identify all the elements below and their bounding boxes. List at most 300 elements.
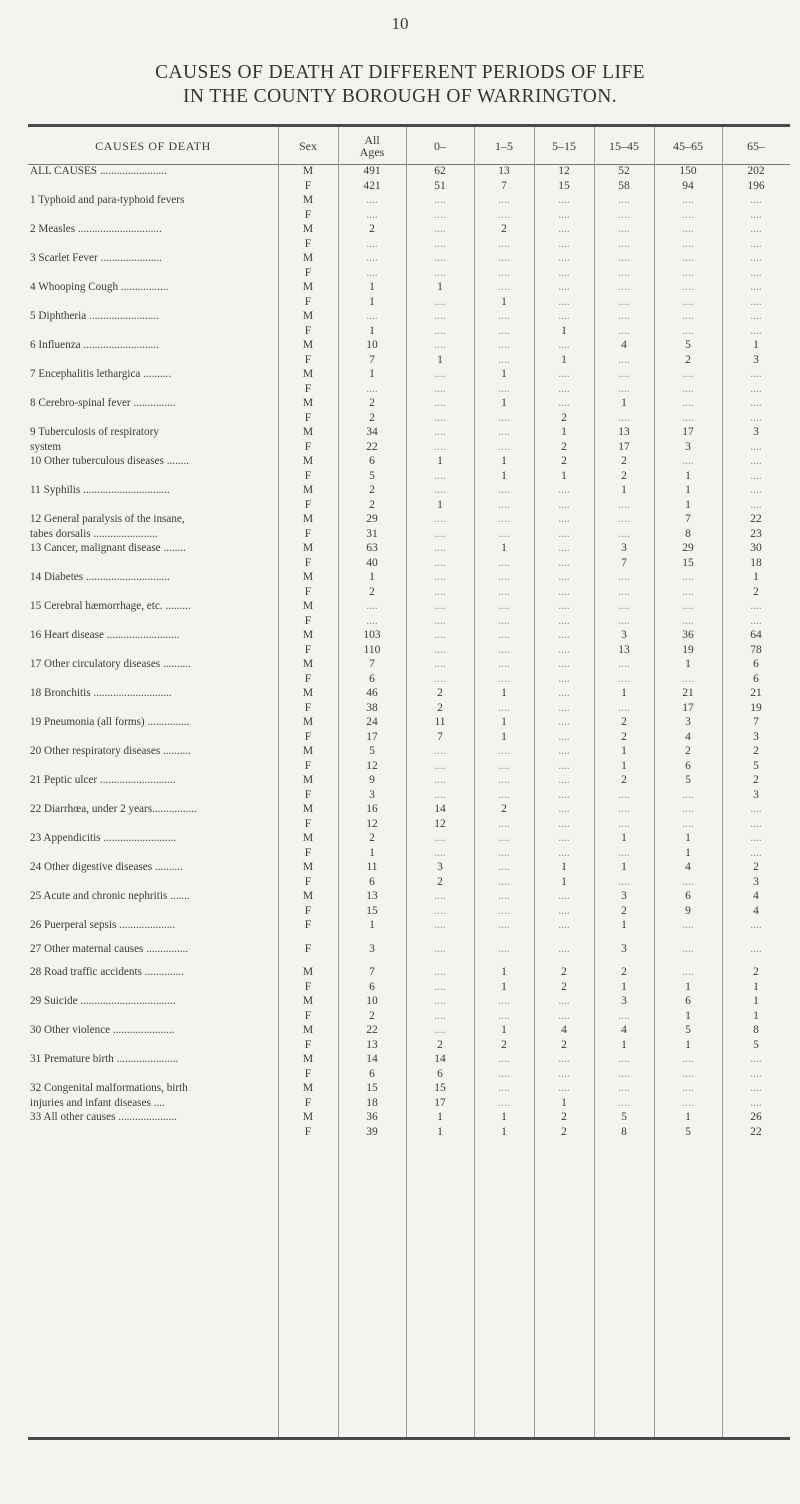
age-15-45-cell: .... <box>618 803 630 816</box>
table-row <box>28 599 790 614</box>
sex-cell: M <box>302 600 314 613</box>
table-row <box>28 396 790 411</box>
age-0-cell: .... <box>434 571 446 584</box>
age-65-cell: 22 <box>750 1125 762 1138</box>
cause-label: 13 Cancer, malignant disease ........ <box>30 542 186 555</box>
age-15-45-cell: 1 <box>621 397 627 410</box>
age-65-cell: 19 <box>750 701 762 714</box>
cause-label <box>28 1009 278 1024</box>
age-5-15-cell: .... <box>558 643 570 656</box>
age-1-5-cell: .... <box>498 382 510 395</box>
age-5-15-cell: .... <box>558 730 570 743</box>
cause-label: 20 Other respiratory diseases .......... <box>30 745 191 758</box>
table-row <box>28 715 790 730</box>
age-15-45-cell: .... <box>618 498 630 511</box>
age-0-cell: .... <box>434 469 446 482</box>
sex-cell: M <box>302 223 314 236</box>
age-15-45-cell: 17 <box>618 440 630 453</box>
all-ages-cell: .... <box>366 382 378 395</box>
header-all-ages: All Ages <box>359 133 385 159</box>
age-1-5-cell: .... <box>498 1082 510 1095</box>
age-0-cell: .... <box>434 411 446 424</box>
age-65-cell: .... <box>750 368 762 381</box>
age-0-cell: 2 <box>437 687 443 700</box>
cause-label <box>28 498 278 513</box>
cause-label <box>28 1067 278 1082</box>
age-45-65-cell: 6 <box>685 995 691 1008</box>
age-5-15-cell: .... <box>558 774 570 787</box>
age-15-45-cell: 1 <box>621 980 627 993</box>
age-65-cell: 2 <box>753 745 759 758</box>
sex-cell: F <box>304 1009 312 1022</box>
table-body <box>28 164 790 1139</box>
table-row <box>28 164 790 179</box>
sex-cell: F <box>304 237 312 250</box>
age-5-15-cell: 1 <box>561 353 567 366</box>
all-ages-cell: 22 <box>366 1024 378 1037</box>
sex-cell: F <box>304 980 312 993</box>
cause-label <box>28 295 278 310</box>
age-0-cell: 15 <box>434 1082 446 1095</box>
age-5-15-cell: .... <box>558 759 570 772</box>
cause-label: 15 Cerebral hæmorrhage, etc. ......... <box>30 600 191 613</box>
age-15-45-cell: .... <box>618 208 630 221</box>
sex-cell: M <box>302 426 314 439</box>
age-15-45-cell: 3 <box>621 995 627 1008</box>
age-1-5-cell: .... <box>498 614 510 627</box>
age-15-45-cell: 1 <box>621 919 627 932</box>
age-15-45-cell: 1 <box>621 745 627 758</box>
age-15-45-cell: .... <box>618 513 630 526</box>
age-45-65-cell: 17 <box>682 701 694 714</box>
age-1-5-cell: .... <box>498 817 510 830</box>
sex-cell: M <box>302 310 314 323</box>
cause-label <box>28 759 278 774</box>
cause-label: 6 Influenza ........................... <box>30 339 159 352</box>
age-65-cell: 5 <box>753 759 759 772</box>
sex-cell: F <box>304 411 312 424</box>
age-1-5-cell: 2 <box>501 223 507 236</box>
age-5-15-cell: 2 <box>561 440 567 453</box>
age-65-cell: .... <box>750 324 762 337</box>
age-15-45-cell: .... <box>618 223 630 236</box>
age-0-cell: .... <box>434 339 446 352</box>
age-1-5-cell: .... <box>498 411 510 424</box>
age-0-cell: .... <box>434 745 446 758</box>
age-15-45-cell: .... <box>618 672 630 685</box>
all-ages-cell: 2 <box>369 832 375 845</box>
age-15-45-cell: .... <box>618 585 630 598</box>
age-5-15-cell: .... <box>558 266 570 279</box>
cause-label: 8 Cerebro-spinal fever ............... <box>30 397 176 410</box>
age-0-cell: 2 <box>437 701 443 714</box>
age-15-45-cell: .... <box>618 281 630 294</box>
all-ages-cell: 6 <box>369 875 375 888</box>
all-ages-cell: 15 <box>366 1082 378 1095</box>
age-15-45-cell: 4 <box>621 1024 627 1037</box>
age-1-5-cell: .... <box>498 832 510 845</box>
age-1-5-cell: .... <box>498 266 510 279</box>
cause-label: 28 Road traffic accidents .............. <box>30 966 184 979</box>
age-45-65-cell: .... <box>682 966 694 979</box>
age-5-15-cell: 1 <box>561 324 567 337</box>
table-row <box>28 324 790 339</box>
age-65-cell: 7 <box>753 716 759 729</box>
age-1-5-cell: .... <box>498 846 510 859</box>
sex-cell: M <box>302 995 314 1008</box>
age-0-cell: .... <box>434 995 446 1008</box>
age-1-5-cell: 1 <box>501 687 507 700</box>
cause-label <box>28 788 278 803</box>
age-15-45-cell: .... <box>618 324 630 337</box>
sex-cell: F <box>304 730 312 743</box>
table-row <box>28 773 790 788</box>
age-5-15-cell: .... <box>558 542 570 555</box>
age-5-15-cell: .... <box>558 571 570 584</box>
header-sex: Sex <box>299 139 317 153</box>
page-title: CAUSES OF DEATH AT DIFFERENT PERIODS OF LIFE <box>155 62 645 83</box>
age-0-cell: 17 <box>434 1096 446 1109</box>
cause-label <box>28 730 278 745</box>
age-0-cell: .... <box>434 223 446 236</box>
sex-cell: M <box>302 774 314 787</box>
age-5-15-cell: 1 <box>561 1096 567 1109</box>
age-5-15-cell: .... <box>558 890 570 903</box>
table-row <box>28 469 790 484</box>
age-15-45-cell: .... <box>618 658 630 671</box>
cause-label: tabes dorsalis ....................... <box>30 527 158 540</box>
age-1-5-cell: .... <box>498 194 510 207</box>
table-row <box>28 193 790 208</box>
age-5-15-cell: .... <box>558 629 570 642</box>
age-1-5-cell: .... <box>498 324 510 337</box>
age-45-65-cell: .... <box>682 585 694 598</box>
age-65-cell: .... <box>750 237 762 250</box>
age-15-45-cell: .... <box>618 411 630 424</box>
age-65-cell: 4 <box>753 904 759 917</box>
age-0-cell: .... <box>434 966 446 979</box>
age-5-15-cell: 2 <box>561 980 567 993</box>
age-15-45-cell: 1 <box>621 484 627 497</box>
age-65-cell: 2 <box>753 774 759 787</box>
table-row <box>28 994 790 1009</box>
age-5-15-cell: .... <box>558 832 570 845</box>
age-0-cell: 2 <box>437 875 443 888</box>
age-65-cell: 18 <box>750 556 762 569</box>
all-ages-cell: 1 <box>369 324 375 337</box>
table-row <box>28 1009 790 1024</box>
sex-cell: M <box>302 745 314 758</box>
age-0-cell: 1 <box>437 1111 443 1124</box>
all-ages-cell: .... <box>366 310 378 323</box>
cause-label <box>28 701 278 716</box>
age-45-65-cell: 1 <box>685 498 691 511</box>
row-spacer <box>28 956 790 965</box>
table-row <box>28 512 790 527</box>
age-5-15-cell: .... <box>558 295 570 308</box>
age-5-15-cell: .... <box>558 600 570 613</box>
cause-label <box>28 556 278 571</box>
all-ages-cell: 39 <box>366 1125 378 1138</box>
sex-cell: F <box>304 919 312 932</box>
table-row <box>28 1125 790 1140</box>
age-45-65-cell: 15 <box>682 556 694 569</box>
all-ages-cell: 110 <box>363 643 381 656</box>
age-45-65-cell: 3 <box>685 440 691 453</box>
table-row <box>28 1023 790 1038</box>
age-15-45-cell: .... <box>618 614 630 627</box>
age-65-cell: .... <box>750 600 762 613</box>
cause-label: 4 Whooping Cough ................. <box>30 281 169 294</box>
age-15-45-cell: 2 <box>621 966 627 979</box>
cause-label <box>28 904 278 919</box>
age-5-15-cell: 2 <box>561 1111 567 1124</box>
cause-label <box>28 208 278 223</box>
sex-cell: M <box>302 832 314 845</box>
age-5-15-cell: .... <box>558 1067 570 1080</box>
all-ages-cell: .... <box>366 194 378 207</box>
table-row <box>28 889 790 904</box>
age-45-65-cell: .... <box>682 252 694 265</box>
age-1-5-cell: .... <box>498 643 510 656</box>
all-ages-cell: 2 <box>369 585 375 598</box>
age-0-cell: .... <box>434 788 446 801</box>
age-15-45-cell: .... <box>618 1096 630 1109</box>
cause-label: 12 General paralysis of the insane, <box>30 513 185 526</box>
sex-cell: M <box>302 629 314 642</box>
age-45-65-cell: 9 <box>685 904 691 917</box>
age-15-45-cell: 1 <box>621 832 627 845</box>
sex-cell: M <box>302 571 314 584</box>
age-1-5-cell: 1 <box>501 716 507 729</box>
age-65-cell: 23 <box>750 527 762 540</box>
age-5-15-cell: .... <box>558 223 570 236</box>
age-45-65-cell: 5 <box>685 774 691 787</box>
age-45-65-cell: .... <box>682 368 694 381</box>
age-15-45-cell: .... <box>618 237 630 250</box>
all-ages-cell: 10 <box>366 339 378 352</box>
cause-label: 26 Puerperal sepsis .................... <box>30 919 176 932</box>
table-top-rule <box>28 124 790 127</box>
age-1-5-cell: 2 <box>501 803 507 816</box>
table-row <box>28 980 790 995</box>
age-65-cell: 1 <box>753 339 759 352</box>
age-1-5-cell: .... <box>498 629 510 642</box>
age-0-cell: .... <box>434 440 446 453</box>
age-45-65-cell: .... <box>682 875 694 888</box>
age-45-65-cell: 1 <box>685 832 691 845</box>
table-row <box>28 208 790 223</box>
sex-cell: F <box>304 672 312 685</box>
age-45-65-cell: 1 <box>685 658 691 671</box>
age-15-45-cell: 8 <box>621 1125 627 1138</box>
age-45-65-cell: 2 <box>685 745 691 758</box>
age-65-cell: .... <box>750 832 762 845</box>
age-45-65-cell: .... <box>682 1067 694 1080</box>
table-bottom-rule <box>28 1437 790 1440</box>
age-5-15-cell: .... <box>558 904 570 917</box>
age-45-65-cell: .... <box>682 788 694 801</box>
age-15-45-cell: 3 <box>621 542 627 555</box>
table-row <box>28 179 790 194</box>
age-45-65-cell: 3 <box>685 716 691 729</box>
table-row <box>28 1081 790 1096</box>
age-0-cell: .... <box>434 1024 446 1037</box>
age-65-cell: .... <box>750 252 762 265</box>
sex-cell: M <box>302 1053 314 1066</box>
sex-cell: F <box>304 1096 312 1109</box>
age-0-cell: 51 <box>434 179 446 192</box>
age-1-5-cell: .... <box>498 942 510 955</box>
cause-label: 11 Syphilis ............................... <box>30 484 170 497</box>
age-65-cell: .... <box>750 942 762 955</box>
age-1-5-cell: 1 <box>501 1111 507 1124</box>
age-5-15-cell: .... <box>558 817 570 830</box>
header-age-5-15: 5–15 <box>552 139 576 153</box>
cause-label: 21 Peptic ulcer ........................... <box>30 774 176 787</box>
age-65-cell: .... <box>750 223 762 236</box>
age-5-15-cell: .... <box>558 513 570 526</box>
cause-label: 33 All other causes ..................... <box>30 1111 177 1124</box>
sex-cell: M <box>302 281 314 294</box>
age-15-45-cell: .... <box>618 1053 630 1066</box>
age-5-15-cell: .... <box>558 1053 570 1066</box>
all-ages-cell: 13 <box>366 1038 378 1051</box>
cause-label <box>28 411 278 426</box>
all-ages-cell: .... <box>366 266 378 279</box>
all-ages-cell: 15 <box>366 904 378 917</box>
sex-cell: F <box>304 817 312 830</box>
age-1-5-cell: .... <box>498 759 510 772</box>
sex-cell: M <box>302 484 314 497</box>
age-45-65-cell: .... <box>682 411 694 424</box>
age-15-45-cell: 2 <box>621 774 627 787</box>
age-65-cell: .... <box>750 1067 762 1080</box>
age-5-15-cell: .... <box>558 397 570 410</box>
age-0-cell: 11 <box>434 716 446 729</box>
cause-label: 7 Encephalitis lethargica .......... <box>30 368 172 381</box>
age-0-cell: 3 <box>437 861 443 874</box>
sex-cell: F <box>304 788 312 801</box>
age-0-cell: 1 <box>437 1125 443 1138</box>
all-ages-cell: 1 <box>369 368 375 381</box>
age-1-5-cell: .... <box>498 1096 510 1109</box>
table-row <box>28 918 790 933</box>
age-45-65-cell: .... <box>682 1096 694 1109</box>
age-0-cell: .... <box>434 672 446 685</box>
header-age-0: 0– <box>434 139 446 153</box>
age-15-45-cell: .... <box>618 701 630 714</box>
age-65-cell: 4 <box>753 890 759 903</box>
sex-cell: F <box>304 942 312 955</box>
age-5-15-cell: .... <box>558 194 570 207</box>
sex-cell: M <box>302 368 314 381</box>
age-45-65-cell: .... <box>682 1082 694 1095</box>
all-ages-cell: 5 <box>369 745 375 758</box>
age-45-65-cell: 8 <box>685 527 691 540</box>
age-5-15-cell: 1 <box>561 861 567 874</box>
table-row <box>28 672 790 687</box>
age-5-15-cell: 1 <box>561 875 567 888</box>
table-row <box>28 846 790 861</box>
age-0-cell: .... <box>434 295 446 308</box>
cause-label <box>28 672 278 687</box>
age-1-5-cell: .... <box>498 281 510 294</box>
all-ages-cell: 5 <box>369 469 375 482</box>
age-65-cell: 64 <box>750 629 762 642</box>
sex-cell: F <box>304 498 312 511</box>
age-15-45-cell: .... <box>618 252 630 265</box>
age-15-45-cell: 1 <box>621 687 627 700</box>
age-1-5-cell: .... <box>498 600 510 613</box>
age-5-15-cell: .... <box>558 527 570 540</box>
all-ages-cell: 103 <box>363 629 381 642</box>
age-1-5-cell: 1 <box>501 295 507 308</box>
age-65-cell: 30 <box>750 542 762 555</box>
age-45-65-cell: .... <box>682 455 694 468</box>
age-0-cell: .... <box>434 382 446 395</box>
age-1-5-cell: .... <box>498 237 510 250</box>
all-ages-cell: .... <box>366 600 378 613</box>
age-5-15-cell: 2 <box>561 455 567 468</box>
age-1-5-cell: .... <box>498 440 510 453</box>
age-15-45-cell: 7 <box>621 556 627 569</box>
age-65-cell: .... <box>750 310 762 323</box>
age-1-5-cell: .... <box>498 658 510 671</box>
sex-cell: M <box>302 542 314 555</box>
age-15-45-cell: .... <box>618 310 630 323</box>
age-5-15-cell: .... <box>558 281 570 294</box>
all-ages-cell: .... <box>366 252 378 265</box>
age-65-cell: 6 <box>753 658 759 671</box>
table-row <box>28 251 790 266</box>
sex-cell: F <box>304 556 312 569</box>
all-ages-cell: 491 <box>363 165 381 178</box>
cause-label <box>28 817 278 832</box>
all-ages-cell: 12 <box>366 817 378 830</box>
sex-cell: F <box>304 643 312 656</box>
age-0-cell: .... <box>434 266 446 279</box>
cause-label: 19 Pneumonia (all forms) ............... <box>30 716 190 729</box>
age-1-5-cell: 1 <box>501 730 507 743</box>
all-ages-cell: 7 <box>369 353 375 366</box>
age-0-cell: .... <box>434 194 446 207</box>
age-65-cell: 1 <box>753 995 759 1008</box>
table-row <box>28 817 790 832</box>
cause-label <box>28 237 278 252</box>
all-ages-cell: 421 <box>363 179 381 192</box>
age-0-cell: .... <box>434 237 446 250</box>
age-45-65-cell: 36 <box>682 629 694 642</box>
age-45-65-cell: 2 <box>685 353 691 366</box>
age-1-5-cell: .... <box>498 672 510 685</box>
sex-cell: F <box>304 1067 312 1080</box>
age-65-cell: 3 <box>753 353 759 366</box>
age-45-65-cell: 4 <box>685 861 691 874</box>
age-65-cell: 3 <box>753 426 759 439</box>
age-15-45-cell: 2 <box>621 469 627 482</box>
all-ages-cell: 29 <box>366 513 378 526</box>
sex-cell: F <box>304 295 312 308</box>
age-45-65-cell: 150 <box>679 165 697 178</box>
age-1-5-cell: .... <box>498 1053 510 1066</box>
table-row <box>28 643 790 658</box>
age-65-cell: 8 <box>753 1024 759 1037</box>
age-65-cell: 2 <box>753 585 759 598</box>
cause-label <box>28 585 278 600</box>
header-age-65: 65– <box>747 139 765 153</box>
age-5-15-cell: .... <box>558 484 570 497</box>
